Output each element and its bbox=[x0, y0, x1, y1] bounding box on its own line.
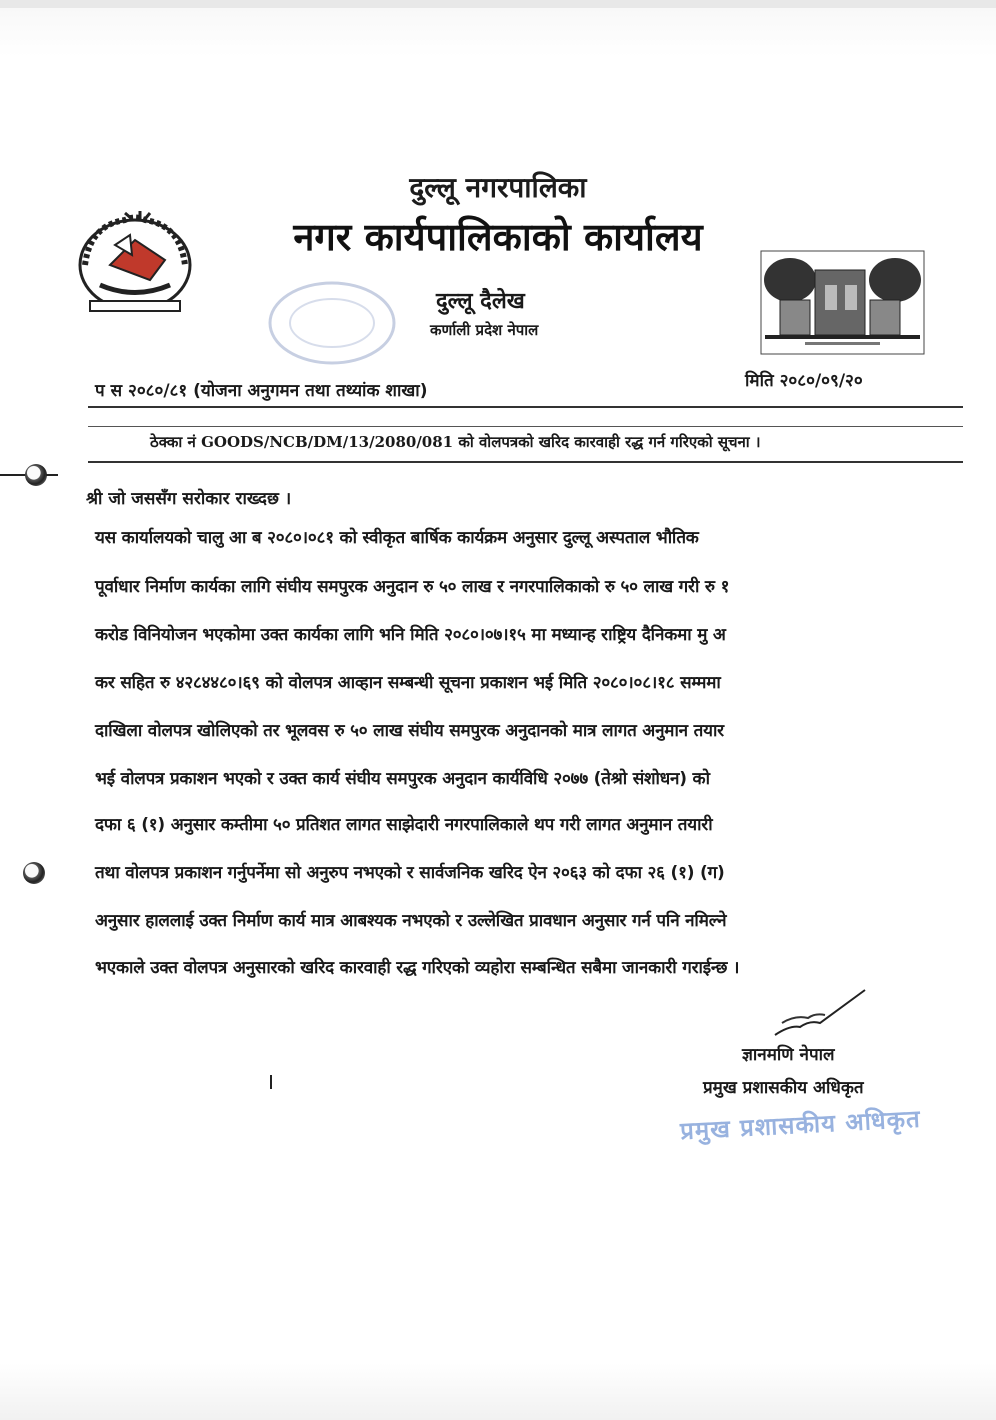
body-line: भएकाले उक्त वोलपत्र अनुसारको खरिद कारवाही रद्ध गरिएको व्यहोरा सम्बन्धित सबैमा जानकारी गराईन्छ । bbox=[95, 958, 740, 978]
paper-top-edge bbox=[0, 0, 996, 8]
stray-mark bbox=[270, 1075, 272, 1089]
nepal-emblem-icon bbox=[70, 205, 200, 320]
office-title: नगर कार्यपालिकाको कार्यालय bbox=[293, 215, 703, 259]
building-photo-icon bbox=[760, 250, 925, 355]
reference-number: प स २०८०/८१ (योजना अनुगमन तथा तथ्यांक शाखा) bbox=[95, 381, 428, 401]
body-line: पूर्वाधार निर्माण कार्यका लागि संघीय समपुरक अनुदान रु ५० लाख र नगरपालिकाको रु ५० लाख गरी रु १ bbox=[95, 577, 730, 597]
signature-scribble-icon bbox=[770, 985, 870, 1040]
body-line: दफा ६ (१) अनुसार कम्तीमा ५० प्रतिशत लागत साझेदारी नगरपालिकाले थप गरी लागत अनुमान तयारी bbox=[95, 815, 713, 835]
faint-office-stamp-icon bbox=[262, 278, 402, 368]
signatory-designation: प्रमुख प्रशासकीय अधिकृत bbox=[703, 1078, 864, 1098]
body-line: तथा वोलपत्र प्रकाशन गर्नुपर्नेमा सो अनुरुप नभएको र सार्वजनिक खरिद ऐन २०६३ को दफा २६ (१) (ग) bbox=[95, 863, 725, 883]
salutation: श्री जो जससँग सरोकार राख्दछ । bbox=[86, 489, 292, 509]
municipality-name: दुल्लू नगरपालिका bbox=[409, 171, 587, 204]
divider-line bbox=[88, 461, 963, 463]
subject-line: ठेक्का नं GOODS/NCB/DM/13/2080/081 को वोलपत्रको खरिद कारवाही रद्ध गर्न गरिएको सूचना । bbox=[150, 433, 761, 451]
punch-mark-line bbox=[0, 474, 26, 476]
divider-line bbox=[88, 426, 963, 427]
punch-mark-line bbox=[46, 474, 58, 476]
body-line: करोड विनियोजन भएकोमा उक्त कार्यका लागि भनि मिति २०८०।०७।१५ मा मध्यान्ह राष्ट्रिय दैनिकमा मु अ bbox=[95, 625, 726, 645]
address-line-2: कर्णाली प्रदेश नेपाल bbox=[430, 321, 539, 339]
signatory-name: ज्ञानमणि नेपाल bbox=[742, 1045, 835, 1065]
body-line: दाखिला वोलपत्र खोलिएको तर भूलवस रु ५० लाख संघीय समपुरक अनुदानको मात्र लागत अनुमान तयार bbox=[95, 721, 724, 741]
letter-date: मिति २०८०/०९/२० bbox=[745, 371, 863, 391]
designation-stamp: प्रमुख प्रशासकीय अधिकृत bbox=[679, 1104, 922, 1146]
punch-hole-icon bbox=[23, 862, 45, 884]
body-line: भई वोलपत्र प्रकाशन भएको र उक्त कार्य संघीय समपुरक अनुदान कार्यविधि २०७७ (तेश्रो संशोधन) को bbox=[95, 769, 710, 789]
divider-line bbox=[88, 406, 963, 408]
address-line-1: दुल्लू दैलेख bbox=[436, 289, 525, 314]
body-line: यस कार्यालयको चालु आ ब २०८०।०८१ को स्वीकृत बार्षिक कार्यक्रम अनुसार दुल्लू अस्पताल भौतिक bbox=[95, 528, 699, 548]
body-line: अनुसार हाललाई उक्त निर्माण कार्य मात्र आबश्यक नभएको र उल्लेखित प्रावधान अनुसार गर्न पनि नमिल्ने bbox=[95, 911, 727, 931]
body-line: कर सहित रु ४२८४४८०।६९ को वोलपत्र आव्हान सम्बन्धी सूचना प्रकाशन भई मिति २०८०।०८।१८ सम्ममा bbox=[95, 673, 721, 693]
punch-hole-icon bbox=[25, 464, 47, 486]
